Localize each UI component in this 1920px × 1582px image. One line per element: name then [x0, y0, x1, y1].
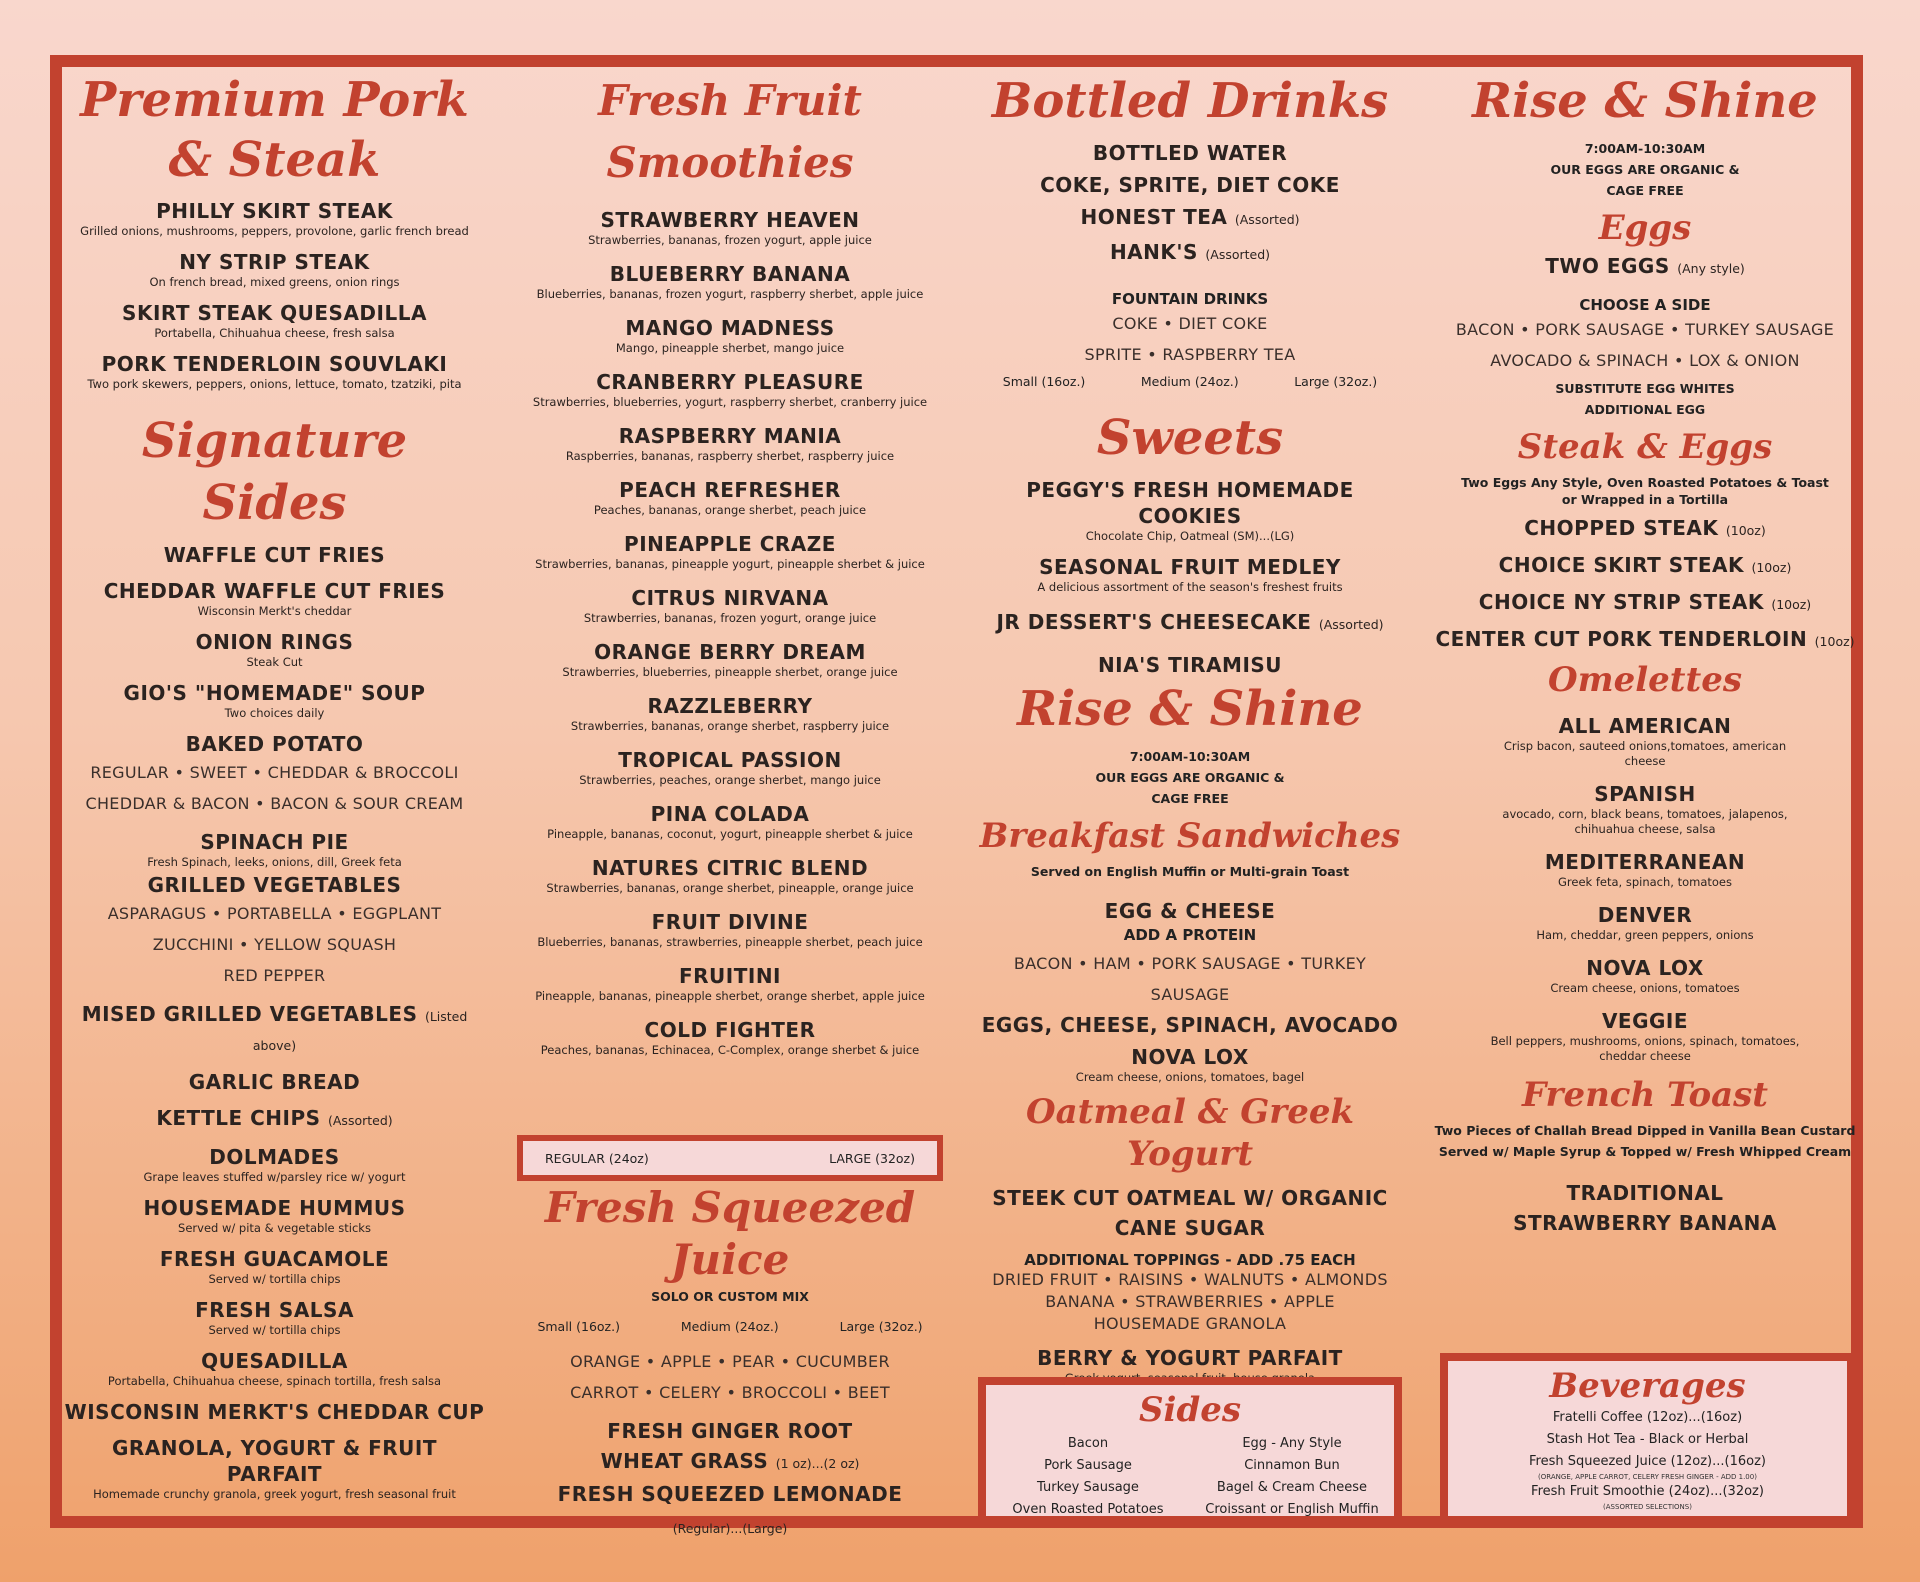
item-name: HOUSEMADE HUMMUS — [143, 1196, 406, 1220]
fountain-options: COKE • DIET COKE — [1112, 314, 1268, 333]
item-name — [507, 1448, 953, 1477]
smoothie-item — [507, 423, 953, 464]
toppings-options: BANANA • STRAWBERRIES • APPLE — [1045, 1292, 1335, 1311]
item-name: EGGS, CHEESE, SPINACH, AVOCADO — [981, 1013, 1399, 1037]
section-title-omelettes: Omelettes — [1548, 660, 1742, 700]
item-name: CITRUS NIRVANA — [631, 586, 829, 610]
side-item: Egg - Any Style — [1242, 1436, 1342, 1451]
item-name: PEACH REFRESHER — [619, 478, 841, 502]
section-title-french-toast: French Toast — [1521, 1075, 1769, 1115]
item-options: CHEDDAR & BACON • BACON & SOUR CREAM — [85, 794, 464, 813]
item-name: NY STRIP STEAK — [179, 250, 370, 274]
rise-note: CAGE FREE — [1151, 791, 1229, 806]
item-options: ASPARAGUS • PORTABELLA • EGGPLANT — [107, 904, 442, 923]
steak-item — [1430, 552, 1860, 581]
smoothie-item — [507, 801, 953, 842]
beverage-note: (ASSORTED SELECTIONS) — [1603, 1503, 1692, 1511]
item-name — [975, 239, 1405, 268]
item-name: MEDITERRANEAN — [1544, 850, 1746, 874]
item-desc: Strawberries, bananas, frozen yogurt, orange juice — [583, 611, 877, 625]
item-desc: Homemade crunchy granola, greek yogurt, fresh seasonal fruit — [93, 1487, 456, 1501]
side-item: Bagel & Cream Cheese — [1216, 1480, 1368, 1495]
title-line-1: Premium Pork — [80, 72, 469, 128]
smoothie-list — [507, 207, 953, 1058]
steak-item — [62, 198, 487, 239]
section-title-eggs: Eggs — [1598, 208, 1692, 248]
item-name: STRAWBERRY HEAVEN — [600, 208, 860, 232]
item-tag: (Any style) — [1677, 261, 1745, 276]
item-name — [62, 1105, 487, 1134]
item-name — [1430, 626, 1860, 655]
steak-note: Two Eggs Any Style, Oven Roasted Potatoes & Toast — [1461, 475, 1829, 490]
item-options: REGULAR • SWEET • CHEDDAR & BROCCOLI — [90, 763, 459, 782]
item-desc: Peaches, bananas, orange sherbet, peach juice — [593, 503, 867, 517]
section-title-pork — [62, 70, 487, 190]
item-desc: Strawberries, bananas, frozen yogurt, apple juice — [588, 233, 872, 247]
item-desc: Two pork skewers, peppers, onions, lettuce, tomato, tzatziki, pita — [87, 377, 462, 391]
section-title-signature-sides: Signature Sides — [141, 413, 408, 531]
item-name: SPANISH — [1594, 782, 1696, 806]
item-name: STEEK CUT OATMEAL W/ ORGANIC — [992, 1186, 1388, 1210]
item-desc: Ham, cheddar, green peppers, onions — [1536, 928, 1754, 942]
steak-item — [62, 351, 487, 392]
item-desc: Served w/ pita & vegetable sticks — [178, 1221, 371, 1235]
side-item: Turkey Sausage — [1037, 1480, 1139, 1495]
item-name: CHEDDAR WAFFLE CUT FRIES — [103, 579, 446, 603]
side-item: Oven Roasted Potatoes — [1012, 1502, 1164, 1517]
section-title-smoothies: Fresh Fruit Smoothies — [598, 76, 862, 187]
size-large: Large (32oz.) — [1294, 374, 1378, 389]
item-desc: Strawberries, bananas, orange sherbet, raspberry juice — [570, 719, 890, 733]
item-tag: (Listed above) — [252, 1009, 468, 1053]
steak-note: or Wrapped in a Tortilla — [1561, 492, 1729, 507]
item-name-text: CHOICE NY STRIP STEAK — [1478, 590, 1764, 614]
smoothie-item — [507, 585, 953, 626]
column-drinks — [975, 70, 1405, 1386]
section-title-beverages: Beverages — [1549, 1366, 1746, 1406]
item-desc: Pineapple, bananas, coconut, yogurt, pineapple sherbet & juice — [547, 827, 913, 841]
side-item: Pork Sausage — [1044, 1458, 1132, 1473]
smoothie-item — [507, 315, 953, 356]
toast-note: Served w/ Maple Syrup & Topped w/ Fresh Whipped Cream — [1438, 1144, 1852, 1159]
section-subtitle: Served on English Muffin or Multi-grain Toast — [1030, 864, 1350, 879]
omelette-item — [1430, 713, 1860, 769]
size-large: Large (32oz.) — [839, 1319, 923, 1334]
section-title-juice: Fresh Squeezed Juice — [544, 1183, 916, 1284]
section-title-rise: Rise & Shine — [1017, 681, 1363, 737]
substitute-note: SUBSTITUTE EGG WHITES — [1555, 381, 1735, 396]
item-desc: Blueberries, bananas, strawberries, pineapple sherbet, peach juice — [537, 935, 923, 949]
steak-list — [1430, 515, 1860, 655]
item-name: RASPBERRY MANIA — [618, 424, 842, 448]
title-line-2: & Steak — [168, 132, 381, 188]
item-name: FRESH GINGER ROOT — [607, 1419, 853, 1443]
item-name: NOVA LOX — [1586, 956, 1704, 980]
section-title-breakfast-sandwiches: Breakfast Sandwiches — [979, 816, 1401, 856]
item-desc: Bell peppers, mushrooms, onions, spinach, tomatoes, cheddar cheese — [1490, 1034, 1800, 1063]
item-name: ALL AMERICAN — [1558, 714, 1732, 738]
item-name: BLUEBERRY BANANA — [609, 262, 851, 286]
item-name-text: CHOICE SKIRT STEAK — [1498, 553, 1744, 577]
smoothie-item — [507, 207, 953, 248]
toppings-options: DRIED FRUIT • RAISINS • WALNUTS • ALMONDS — [992, 1270, 1388, 1289]
smoothie-item — [507, 693, 953, 734]
beverage-item: Fratelli Coffee (12oz)...(16oz) — [1552, 1410, 1743, 1425]
omelette-item — [1430, 902, 1860, 943]
item-name: TROPICAL PASSION — [618, 748, 842, 772]
item-name: QUESADILLA — [201, 1349, 348, 1373]
item-name: NATURES CITRIC BLEND — [591, 856, 869, 880]
item-name — [1430, 253, 1860, 282]
beverage-item: Fresh Fruit Smoothie (24oz)...(32oz) — [1531, 1484, 1764, 1499]
section-title-oatmeal: Oatmeal & Greek Yogurt — [1025, 1092, 1355, 1174]
item-name-text: MISED GRILLED VEGETABLES — [81, 1002, 418, 1026]
rise-hours: 7:00AM-10:30AM — [1129, 749, 1251, 764]
item-name — [975, 609, 1405, 638]
item-name — [62, 1001, 487, 1059]
item-name: CRANBERRY PLEASURE — [596, 370, 864, 394]
item-tag: (10oz) — [1725, 523, 1766, 538]
column-smoothies — [507, 70, 953, 1058]
item-name: PINA COLADA — [650, 802, 810, 826]
smoothie-item — [507, 909, 953, 950]
smoothie-item — [507, 1017, 953, 1058]
item-name: MANGO MADNESS — [625, 316, 835, 340]
item-desc: Served w/ tortilla chips — [208, 1272, 341, 1286]
smoothie-item — [507, 531, 953, 572]
section-title-bottled: Bottled Drinks — [991, 73, 1389, 129]
size-regular: REGULAR (24oz) — [545, 1150, 649, 1166]
item-tag: (1 oz)...(2 oz) — [775, 1456, 860, 1471]
item-desc: Served w/ tortilla chips — [208, 1323, 341, 1337]
item-desc: Grilled onions, mushrooms, peppers, provolone, garlic french bread — [80, 224, 469, 238]
item-name-text: WHEAT GRASS — [600, 1449, 769, 1473]
item-desc: Fresh Spinach, leeks, onions, dill, Greek feta — [147, 855, 402, 869]
size-medium: Medium (24oz.) — [680, 1319, 779, 1334]
item-tag: (10oz) — [1771, 597, 1812, 612]
beverage-note: (ORANGE, APPLE CARROT, CELERY FRESH GINGER - ADD 1.00) — [1538, 1473, 1757, 1481]
item-name: FRUITINI — [678, 964, 781, 988]
steak-item — [1430, 589, 1860, 618]
item-desc: On french bread, mixed greens, onion rings — [149, 275, 400, 289]
item-name: GRANOLA, YOGURT & FRUIT PARFAIT — [111, 1436, 437, 1486]
size-large: LARGE (32oz) — [829, 1150, 915, 1166]
item-name-text: TWO EGGS — [1545, 254, 1670, 278]
item-options: ZUCCHINI • YELLOW SQUASH — [152, 935, 397, 954]
sides-grid — [986, 1433, 1394, 1521]
item-name: GIO'S "HOMEMADE" SOUP — [123, 681, 426, 705]
steak-item — [62, 300, 487, 341]
toppings-heading: ADDITIONAL TOPPINGS - ADD .75 EACH — [1024, 1251, 1356, 1269]
rise-note: OUR EGGS ARE ORGANIC & — [1550, 162, 1740, 177]
item-name: EGG & CHEESE — [1104, 899, 1276, 923]
item-desc: Crisp bacon, sauteed onions,tomatoes, american cheese — [1503, 739, 1787, 768]
item-name: GRILLED VEGETABLES — [147, 873, 402, 897]
item-tag: (10oz) — [1751, 560, 1792, 575]
item-desc: Portabella, Chihuahua cheese, fresh salsa — [154, 326, 395, 340]
item-name: SPINACH PIE — [200, 830, 349, 854]
item-name: SKIRT STEAK QUESADILLA — [122, 301, 427, 325]
item-name: CANE SUGAR — [1114, 1216, 1266, 1240]
omelette-item — [1430, 1008, 1860, 1064]
juice-section — [507, 1182, 953, 1536]
section-title-rise: Rise & Shine — [1472, 73, 1818, 129]
item-name-text: CENTER CUT PORK TENDERLOIN — [1435, 627, 1808, 651]
rise-note: OUR EGGS ARE ORGANIC & — [1095, 770, 1285, 785]
additional-egg: ADDITIONAL EGG — [1584, 402, 1706, 417]
item-name: GARLIC BREAD — [188, 1070, 361, 1094]
item-desc: A delicious assortment of the season's freshest fruits — [1037, 580, 1343, 594]
item-name: NOVA LOX — [1131, 1045, 1249, 1069]
section-title-steak-eggs: Steak & Eggs — [1517, 427, 1773, 467]
smoothie-item — [507, 747, 953, 788]
section-title-sweets: Sweets — [1096, 410, 1284, 466]
side-item: Croissant or English Muffin — [1205, 1502, 1379, 1517]
item-name: ORANGE BERRY DREAM — [594, 640, 866, 664]
fountain-sizes — [975, 374, 1405, 389]
size-medium: Medium (24oz.) — [1140, 374, 1239, 389]
fountain-heading: FOUNTAIN DRINKS — [1111, 290, 1269, 308]
item-name: DOLMADES — [209, 1145, 340, 1169]
item-desc: Chocolate Chip, Oatmeal (SM)...(LG) — [1085, 529, 1295, 543]
omelette-item — [1430, 955, 1860, 996]
item-name: STRAWBERRY BANANA — [1513, 1211, 1777, 1235]
toppings-options: HOUSEMADE GRANOLA — [1093, 1314, 1287, 1333]
item-desc: Blueberries, bananas, frozen yogurt, raspberry sherbet, apple juice — [536, 287, 924, 301]
item-options: RED PEPPER — [223, 966, 326, 985]
item-desc: Grape leaves stuffed w/parsley rice w/ yogurt — [143, 1170, 406, 1184]
item-name — [1430, 515, 1860, 544]
item-desc: avocado, corn, black beans, tomatoes, jalapenos, chihuahua cheese, salsa — [1502, 807, 1788, 836]
item-tag: (Assorted) — [1205, 247, 1271, 262]
item-desc: Portabella, Chihuahua cheese, spinach tortilla, fresh salsa — [107, 1374, 442, 1388]
item-name: TRADITIONAL — [1566, 1181, 1724, 1205]
beverages-box — [1440, 1353, 1855, 1524]
item-name: FRESH GUACAMOLE — [159, 1247, 390, 1271]
lemonade-sizes: (Regular)...(Large) — [672, 1521, 788, 1536]
column-pork-steak — [62, 70, 487, 1502]
juice-options: ORANGE • APPLE • PEAR • CUCUMBER — [570, 1352, 890, 1371]
item-name: ONION RINGS — [195, 630, 354, 654]
item-desc: Two choices daily — [224, 706, 325, 720]
item-name: NIA'S TIRAMISU — [1097, 653, 1283, 677]
item-name: PHILLY SKIRT STEAK — [156, 199, 393, 223]
juice-subtitle: SOLO OR CUSTOM MIX — [651, 1289, 809, 1304]
item-name: BERRY & YOGURT PARFAIT — [1037, 1346, 1343, 1370]
omelette-item — [1430, 781, 1860, 837]
side-item: Bacon — [1067, 1436, 1109, 1451]
column-rise-shine — [1430, 70, 1860, 1236]
item-name-text: CHOPPED STEAK — [1524, 516, 1719, 540]
smoothie-item — [507, 261, 953, 302]
side-options: AVOCADO & SPINACH • LOX & ONION — [1490, 351, 1800, 370]
item-name: COLD FIGHTER — [644, 1018, 816, 1042]
juice-options: CARROT • CELERY • BROCCOLI • BEET — [570, 1383, 890, 1402]
omelette-list — [1430, 713, 1860, 1064]
item-name: FRESH SQUEEZED LEMONADE — [557, 1482, 903, 1506]
item-desc: Peaches, bananas, Echinacea, C-Complex, orange sherbet & juice — [540, 1043, 920, 1057]
item-desc: Cream cheese, onions, tomatoes, bagel — [1075, 1070, 1305, 1084]
item-name: BOTTLED WATER — [1092, 141, 1288, 165]
item-name: COKE, SPRITE, DIET COKE — [1040, 173, 1340, 197]
item-name: FRESH SALSA — [195, 1298, 354, 1322]
steak-item — [62, 249, 487, 290]
side-item: Cinnamon Bun — [1244, 1458, 1340, 1473]
sides-box — [978, 1377, 1402, 1524]
item-name: RAZZLEBERRY — [647, 694, 813, 718]
item-name — [1430, 589, 1860, 618]
smoothie-size-box — [517, 1135, 943, 1181]
item-name: WAFFLE CUT FRIES — [163, 543, 386, 567]
item-tag: (Assorted) — [1234, 212, 1300, 227]
steak-item — [1430, 626, 1860, 655]
item-desc: Pineapple, bananas, pineapple sherbet, orange sherbet, apple juice — [535, 989, 925, 1003]
item-tag: (10oz) — [1814, 634, 1855, 649]
item-name — [1430, 552, 1860, 581]
item-name: PORK TENDERLOIN SOUVLAKI — [101, 352, 448, 376]
beverage-item: Fresh Squeezed Juice (12oz)...(16oz) — [1529, 1454, 1766, 1469]
item-tag: (Assorted) — [328, 1113, 393, 1128]
item-name-text: KETTLE CHIPS — [156, 1106, 321, 1130]
item-name: DENVER — [1597, 903, 1693, 927]
smoothie-item — [507, 477, 953, 518]
smoothie-item — [507, 369, 953, 410]
smoothie-item — [507, 855, 953, 896]
item-name: FRUIT DIVINE — [651, 910, 809, 934]
item-name: VEGGIE — [1601, 1009, 1689, 1033]
beverage-item: Stash Hot Tea - Black or Herbal — [1546, 1432, 1749, 1447]
omelette-item — [1430, 849, 1860, 890]
item-desc: Wisconsin Merkt's cheddar — [197, 604, 352, 618]
smoothie-item — [507, 963, 953, 1004]
item-name-text: HONEST TEA — [1080, 205, 1228, 229]
item-name: SEASONAL FRUIT MEDLEY — [1039, 555, 1341, 579]
item-name: WISCONSIN MERKT'S CHEDDAR CUP — [64, 1400, 485, 1424]
item-desc: Raspberries, bananas, raspberry sherbet, raspberry juice — [565, 449, 895, 463]
toast-note: Two Pieces of Challah Bread Dipped in Vanilla Bean Custard — [1434, 1123, 1856, 1138]
item-tag: (Assorted) — [1318, 617, 1384, 632]
fountain-options: SPRITE • RASPBERRY TEA — [1084, 345, 1296, 364]
item-desc: Greek feta, spinach, tomatoes — [1558, 875, 1732, 889]
rise-hours: 7:00AM-10:30AM — [1584, 141, 1706, 156]
item-name-text: HANK'S — [1109, 240, 1198, 264]
steak-item — [1430, 515, 1860, 544]
size-small: Small (16oz.) — [1002, 374, 1086, 389]
item-name-text: JR DESSERT'S CHEESECAKE — [996, 610, 1312, 634]
protein-options: BACON • HAM • PORK SAUSAGE • TURKEY SAUSAGE — [1013, 954, 1367, 1004]
item-name: PEGGY'S FRESH HOMEMADE COOKIES — [1026, 478, 1354, 528]
item-desc: Mango, pineapple sherbet, mango juice — [615, 341, 845, 355]
size-small: Small (16oz.) — [537, 1319, 620, 1334]
smoothie-item — [507, 639, 953, 680]
choose-side: CHOOSE A SIDE — [1579, 296, 1711, 314]
item-desc: Strawberries, bananas, orange sherbet, pineapple, orange juice — [546, 881, 914, 895]
add-protein: ADD A PROTEIN — [1123, 926, 1257, 944]
item-name: PINEAPPLE CRAZE — [624, 532, 836, 556]
section-title-sides: Sides — [1138, 1390, 1242, 1430]
item-desc: Strawberries, blueberries, pineapple sherbet, orange juice — [562, 665, 898, 679]
item-name — [975, 204, 1405, 233]
rise-note: CAGE FREE — [1606, 183, 1684, 198]
item-desc: Steak Cut — [246, 655, 303, 669]
item-desc: Strawberries, blueberries, yogurt, raspberry sherbet, cranberry juice — [532, 395, 928, 409]
item-desc: Strawberries, bananas, pineapple yogurt, pineapple sherbet & juice — [535, 557, 925, 571]
item-desc: Strawberries, peaches, orange sherbet, mango juice — [579, 773, 881, 787]
item-desc: Cream cheese, onions, tomatoes — [1550, 981, 1740, 995]
item-name: BAKED POTATO — [185, 732, 364, 756]
side-options: BACON • PORK SAUSAGE • TURKEY SAUSAGE — [1455, 320, 1835, 339]
juice-sizes — [507, 1319, 953, 1334]
